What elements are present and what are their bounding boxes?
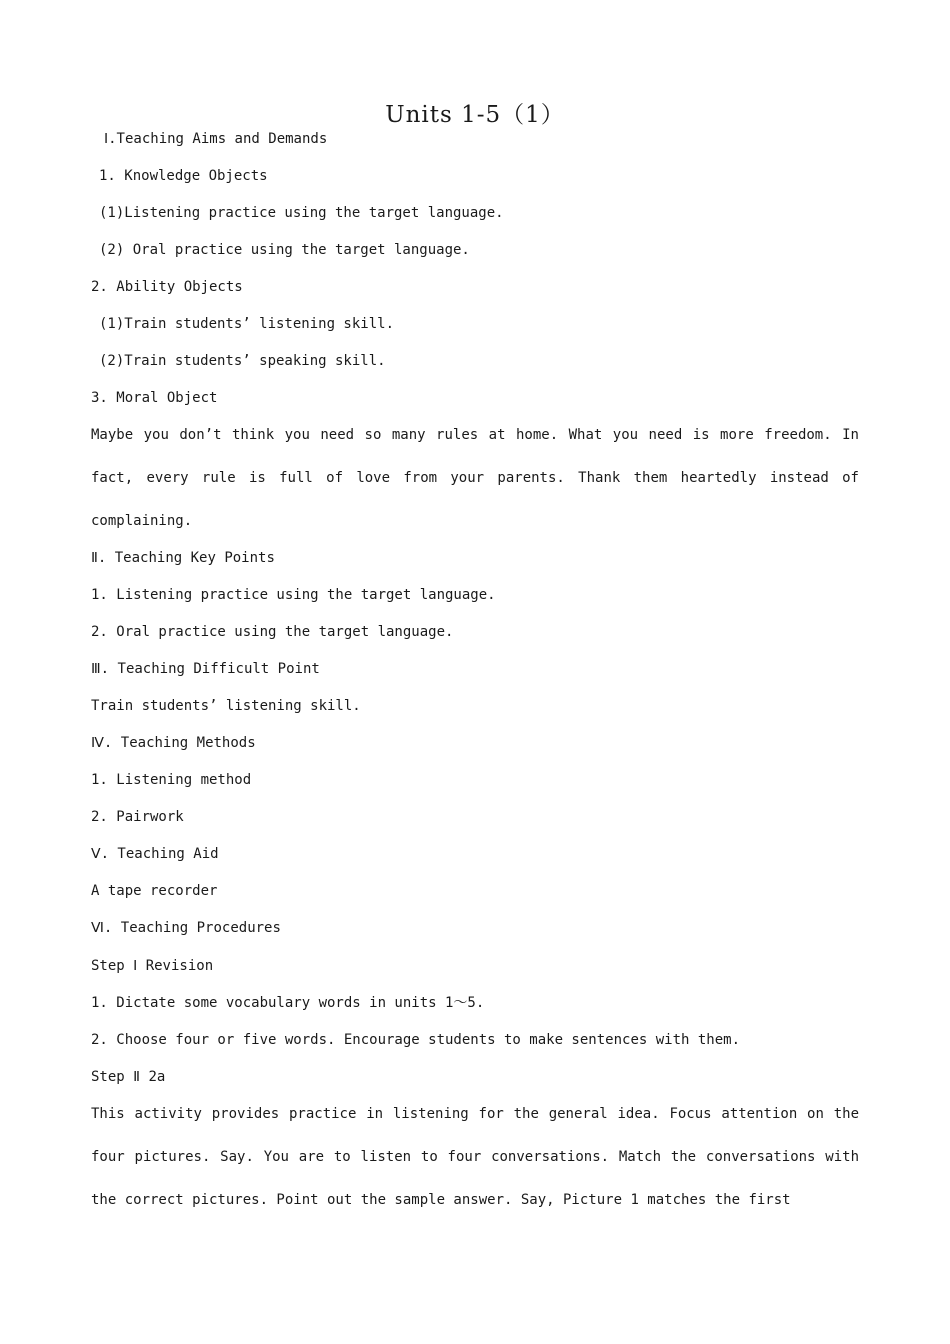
subheading-ability-objects: 2. Ability Objects [91,279,243,295]
paragraph-activity-2a: This activity provides practice in listening for the general idea. Focus attention on the four pictures. Say. You are to listen to four conversations. Match the conversations with the correct pictures. Point out the sample answer. Say, Picture 1 matches the first [91,1106,859,1208]
section-heading-difficult-point: Ⅲ. Teaching Difficult Point [91,661,320,677]
section-heading-aims: Ⅰ.Teaching Aims and Demands [104,131,328,147]
list-item: 1. Listening practice using the target language. [91,587,496,603]
section-heading-key-points: Ⅱ. Teaching Key Points [91,550,275,566]
section-heading-aid: Ⅴ. Teaching Aid [91,846,219,862]
step-heading-2a: Step Ⅱ 2a [91,1069,166,1085]
list-item: 2. Pairwork [91,809,184,825]
page-title: Units 1-5（1） [385,102,565,128]
subheading-knowledge-objects: 1. Knowledge Objects [99,168,268,184]
section-heading-methods: Ⅳ. Teaching Methods [91,735,256,751]
list-item: 2. Choose four or five words. Encourage students to make sentences with them. [91,1032,741,1048]
list-item: 2. Oral practice using the target language. [91,624,454,640]
section-heading-procedures: Ⅵ. Teaching Procedures [91,920,281,936]
list-item: Train students’ listening skill. [91,698,361,714]
list-item: 1. Listening method [91,772,252,788]
step-heading-revision: Step Ⅰ Revision [91,958,214,974]
paragraph-moral-object: Maybe you don’t think you need so many rules at home. What you need is more freedom. In fact, every rule is full of love from your parents. Thank them heartedly instead of complaining. [91,427,859,529]
list-item: (1)Listening practice using the target language. [99,205,504,221]
subheading-moral-object: 3. Moral Object [91,390,218,406]
list-item: 1. Dictate some vocabulary words in units 1～5. [91,995,485,1011]
list-item: (2) Oral practice using the target language. [99,242,470,258]
list-item: (1)Train students’ listening skill. [99,316,395,332]
list-item: A tape recorder [91,883,218,899]
list-item: (2)Train students’ speaking skill. [99,353,386,369]
